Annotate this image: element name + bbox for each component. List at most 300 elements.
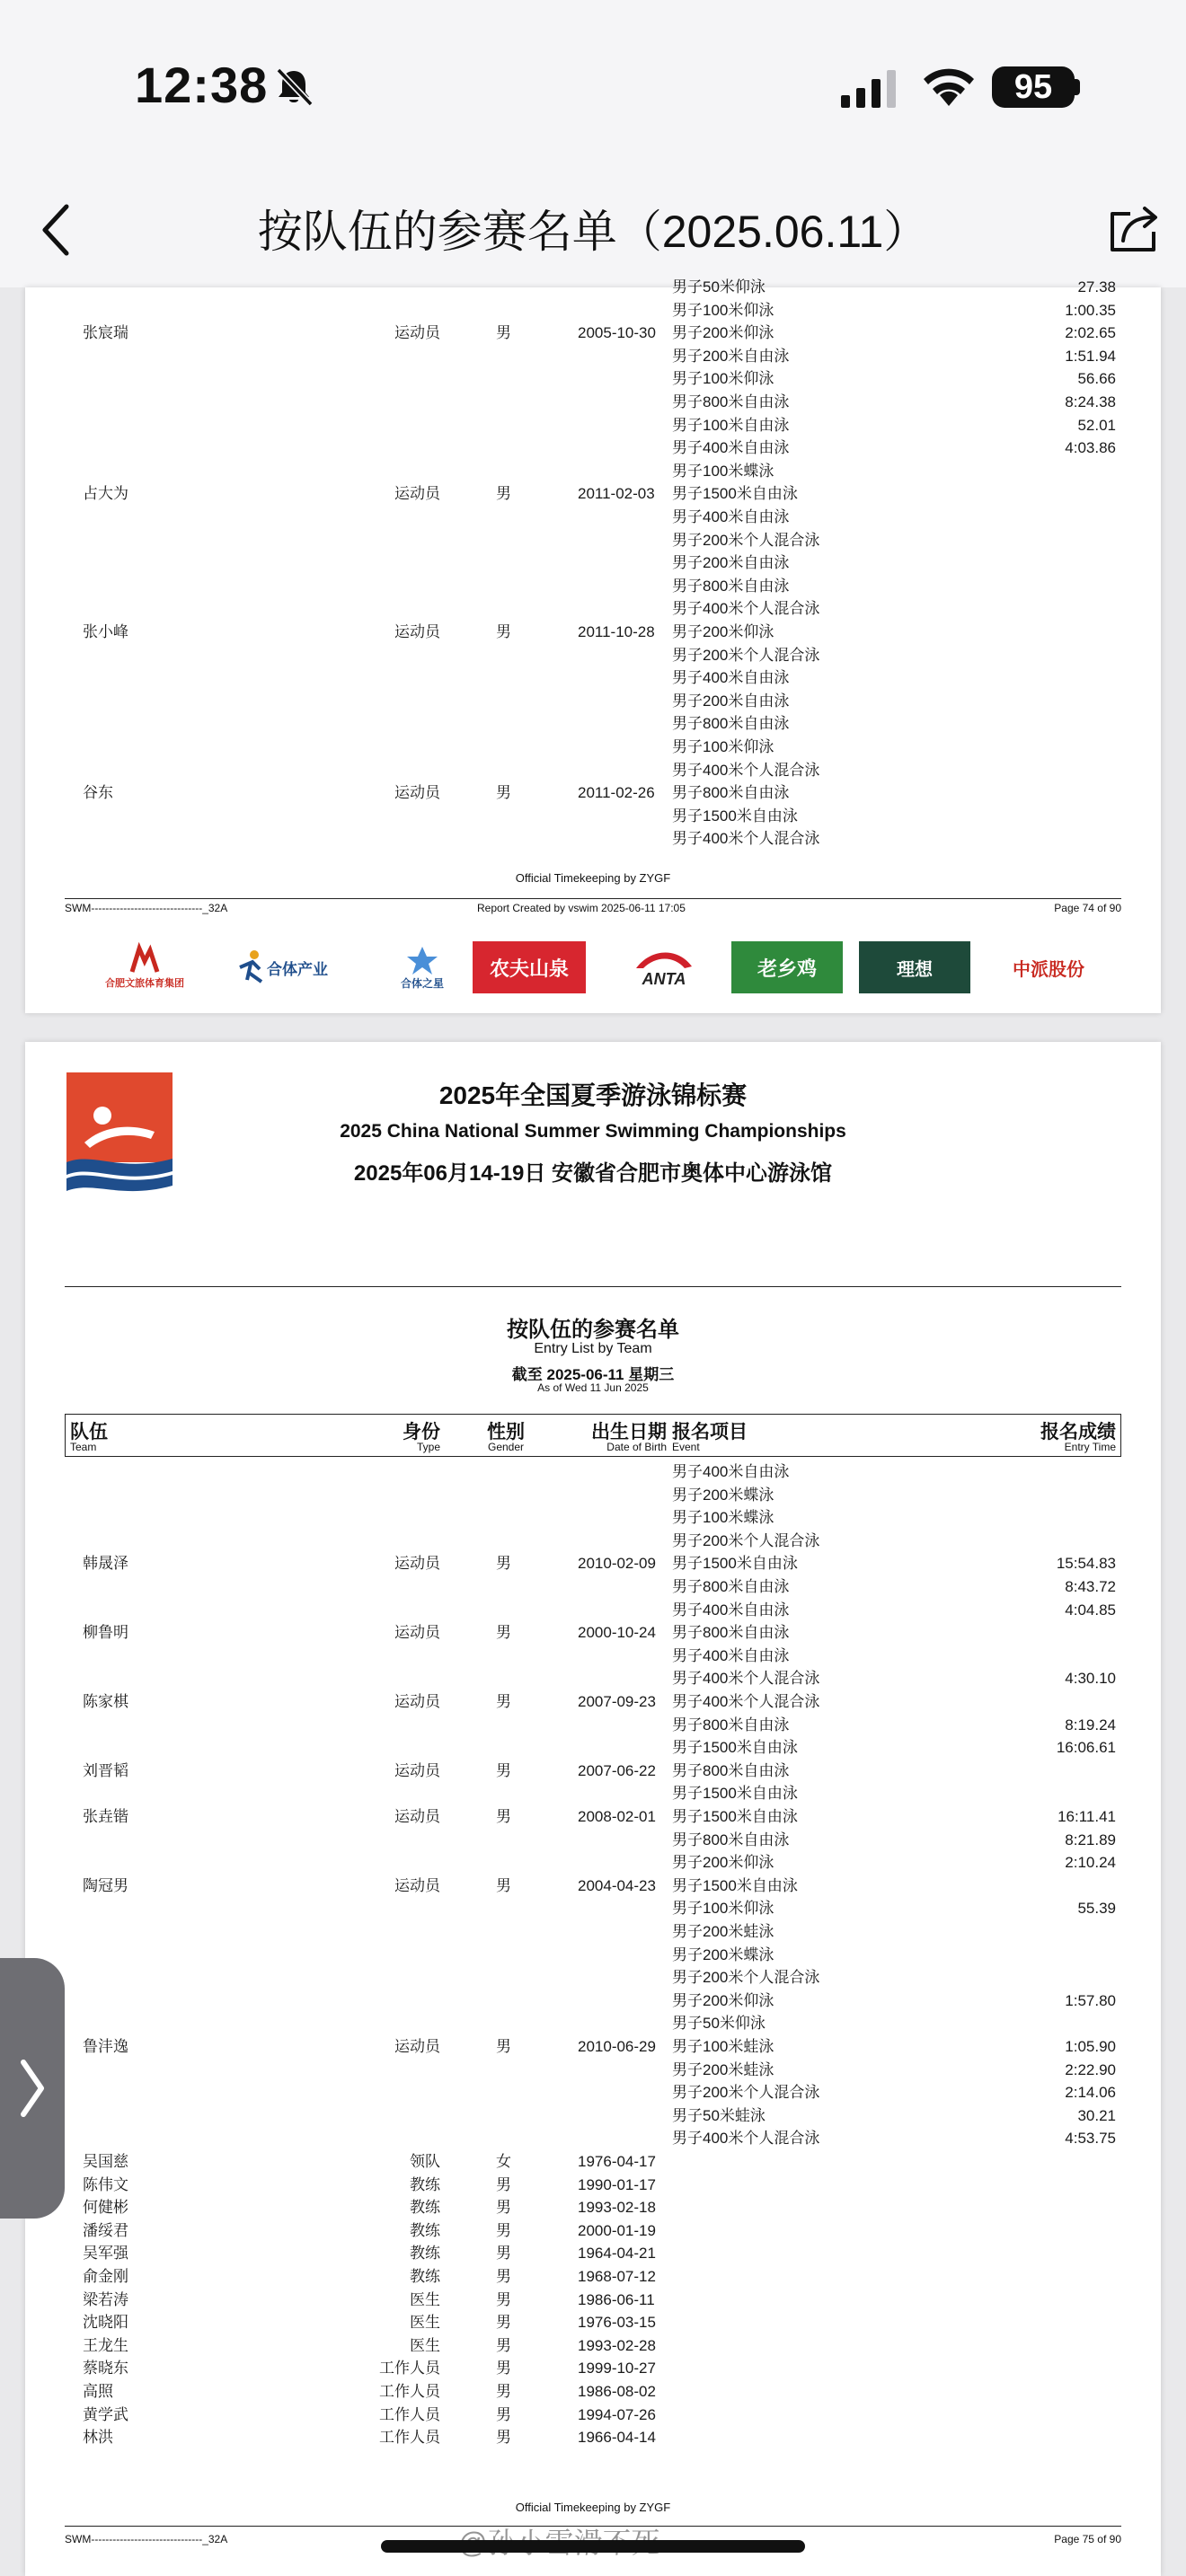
event: 男子100米蛙泳 <box>672 2038 774 2055</box>
table-row <box>25 1575 1161 1598</box>
athlete-name: 张小峰 <box>83 623 128 640</box>
table-row <box>25 2081 1161 2104</box>
table-row <box>25 2289 1161 2311</box>
athlete-name: 张宸瑞 <box>83 324 128 342</box>
role: 运动员 <box>394 1761 440 1779</box>
pdf-page-74[interactable] <box>25 278 1161 1013</box>
document-title: 按队伍的参赛名单（2025.06.11） <box>257 207 929 257</box>
table-row <box>25 299 1161 322</box>
date-of-birth: 1986-06-11 <box>578 2290 655 2308</box>
table-row <box>25 414 1161 437</box>
event: 男子200米个人混合泳 <box>672 2084 820 2102</box>
footer-code: SWM-------------------------------_32A <box>65 2533 228 2545</box>
table-row <box>25 529 1161 551</box>
athlete-name: 陈家棋 <box>83 1693 128 1710</box>
event: 男子1500米自由泳 <box>672 1808 798 1825</box>
role: 工作人员 <box>379 2383 440 2400</box>
athlete-name: 陈伟文 <box>83 2175 128 2193</box>
role: 工作人员 <box>379 2360 440 2378</box>
table-row <box>25 1875 1161 1897</box>
event: 男子400米个人混合泳 <box>672 2130 820 2148</box>
table-row <box>25 322 1161 344</box>
table-row <box>25 2035 1161 2058</box>
home-indicator[interactable] <box>381 2540 805 2553</box>
table-row <box>25 482 1161 505</box>
table-row <box>25 2219 1161 2242</box>
date-of-birth: 1999-10-27 <box>578 2360 656 2378</box>
date-of-birth: 2000-01-19 <box>578 2221 656 2239</box>
sponsor-zhongpai: 中派股份 <box>1013 959 1084 980</box>
table-row <box>25 2357 1161 2379</box>
table-row <box>25 1484 1161 1506</box>
athlete-name: 梁若涛 <box>83 2290 128 2308</box>
sponsor-lixiang: 理想 <box>859 941 970 993</box>
table-row <box>25 276 1161 298</box>
date-of-birth: 1976-04-17 <box>578 2153 656 2170</box>
entry-time: 1:51.94 <box>1065 347 1116 365</box>
athlete-name: 韩晟泽 <box>83 1555 128 1573</box>
table-row <box>25 781 1161 804</box>
table-row <box>25 2012 1161 2034</box>
event: 男子100米自由泳 <box>672 416 790 434</box>
col-dob: 出生日期 <box>591 1422 667 1442</box>
event: 男子200米蛙泳 <box>672 2060 774 2078</box>
role: 医生 <box>410 2314 440 2332</box>
col-type-en: Type <box>416 1441 440 1453</box>
gender: 男 <box>496 2038 511 2055</box>
gender: 男 <box>496 324 511 342</box>
gender: 男 <box>496 2360 511 2378</box>
athlete-name: 吴国慈 <box>83 2153 128 2170</box>
entry-time: 2:22.90 <box>1065 2060 1116 2078</box>
championship-title-cn: 2025年全国夏季游泳锦标赛 <box>438 1081 748 1109</box>
event: 男子100米仰泳 <box>672 738 774 755</box>
table-row <box>25 2380 1161 2403</box>
role: 运动员 <box>394 485 440 503</box>
status-bar <box>0 0 1186 171</box>
championship-title-en: 2025 China National Summer Swimming Championships <box>340 1121 846 1142</box>
event: 男子1500米自由泳 <box>672 485 798 503</box>
date-of-birth: 1966-04-14 <box>578 2429 656 2447</box>
athlete-name: 张垚锴 <box>83 1808 128 1825</box>
role: 工作人员 <box>379 2429 440 2447</box>
entry-time: 16:11.41 <box>1058 1808 1116 1825</box>
entry-time: 2:02.65 <box>1065 324 1116 342</box>
entry-time: 8:19.24 <box>1065 1716 1116 1734</box>
event: 男子800米自由泳 <box>672 1761 790 1779</box>
bell-muted-icon <box>273 66 314 108</box>
role: 工作人员 <box>379 2405 440 2423</box>
event: 男子800米自由泳 <box>672 784 790 802</box>
event: 男子400米自由泳 <box>672 1463 790 1480</box>
as-of-date: 截至 2025-06-11 星期三 <box>511 1366 675 1383</box>
table-row <box>25 597 1161 620</box>
list-title: 按队伍的参赛名单 <box>507 1318 679 1342</box>
event: 男子100米仰泳 <box>672 370 774 388</box>
role: 领队 <box>410 2153 440 2170</box>
share-icon[interactable] <box>1107 199 1163 255</box>
gender: 女 <box>496 2153 511 2170</box>
table-row <box>25 2242 1161 2264</box>
date-of-birth: 1968-07-12 <box>578 2268 656 2285</box>
back-chevron-icon[interactable] <box>38 201 74 259</box>
event: 男子100米蝶泳 <box>672 1509 774 1527</box>
date-of-birth: 2010-06-29 <box>578 2038 656 2055</box>
date-of-birth: 2007-06-22 <box>578 1761 656 1779</box>
sponsor-heti-industry <box>214 941 349 993</box>
sponsor-label: 合体产业 <box>267 960 328 978</box>
athlete-name: 何健彬 <box>83 2199 128 2217</box>
date-of-birth: 2011-02-26 <box>578 784 655 802</box>
role: 运动员 <box>394 1876 440 1894</box>
role: 运动员 <box>394 1693 440 1710</box>
table-row <box>25 621 1161 643</box>
sponsor-label: ANTA <box>642 969 686 988</box>
date-of-birth: 1964-04-21 <box>578 2245 656 2263</box>
table-row <box>25 391 1161 413</box>
pdf-page-75[interactable] <box>25 1042 1161 2576</box>
date-of-birth: 1990-01-17 <box>578 2175 656 2193</box>
col-entry-time-en: Entry Time <box>1064 1441 1116 1453</box>
sponsor-anta <box>615 941 713 993</box>
as-of-date-en: As of Wed 11 Jun 2025 <box>537 1381 649 1394</box>
role: 教练 <box>410 2199 440 2217</box>
table-row <box>25 736 1161 758</box>
table-row <box>25 1690 1161 1713</box>
col-event-en: Event <box>672 1441 700 1453</box>
gender: 男 <box>496 1761 511 1779</box>
event: 男子400米自由泳 <box>672 508 790 525</box>
event: 男子800米自由泳 <box>672 1578 790 1595</box>
gender: 男 <box>496 1624 511 1642</box>
role: 运动员 <box>394 623 440 640</box>
role: 运动员 <box>394 1808 440 1825</box>
event: 男子800米自由泳 <box>672 577 790 595</box>
sidebar-toggle-tab[interactable] <box>0 1958 65 2219</box>
date-of-birth: 1993-02-18 <box>578 2199 656 2217</box>
table-row <box>25 2104 1161 2127</box>
event: 男子800米自由泳 <box>672 715 790 733</box>
table-row <box>25 1989 1161 2012</box>
athlete-name: 谷东 <box>83 784 113 802</box>
event: 男子50米仰泳 <box>672 278 766 296</box>
table-row <box>25 551 1161 574</box>
entry-time: 56.66 <box>1077 370 1116 388</box>
gender: 男 <box>496 623 511 640</box>
gender: 男 <box>496 1876 511 1894</box>
date-of-birth: 2010-02-09 <box>578 1555 656 1573</box>
athlete-name: 陶冠男 <box>83 1876 128 1894</box>
entry-time: 8:24.38 <box>1065 393 1116 410</box>
col-type: 身份 <box>403 1422 440 1442</box>
entry-time: 8:21.89 <box>1065 1831 1116 1848</box>
table-row <box>25 1760 1161 1782</box>
event: 男子800米自由泳 <box>672 1624 790 1642</box>
table-row <box>25 1714 1161 1736</box>
entry-time: 4:53.75 <box>1065 2130 1116 2148</box>
event: 男子200米自由泳 <box>672 347 790 365</box>
event: 男子400米个人混合泳 <box>672 1670 820 1688</box>
table-row <box>25 575 1161 597</box>
table-row <box>25 2174 1161 2196</box>
event: 男子200米个人混合泳 <box>672 1531 820 1549</box>
event: 男子200米个人混合泳 <box>672 1969 820 1987</box>
date-of-birth: 1993-02-28 <box>578 2336 656 2354</box>
footer-report-created: Report Created by vswim 2025-06-11 17:05 <box>477 902 686 914</box>
chevron-right-icon <box>16 2057 47 2120</box>
role: 运动员 <box>394 2038 440 2055</box>
table-row <box>25 1621 1161 1644</box>
event: 男子400米个人混合泳 <box>672 830 820 848</box>
event: 男子100米蝶泳 <box>672 462 774 480</box>
table-row <box>25 2265 1161 2288</box>
gender: 男 <box>496 1555 511 1573</box>
gender: 男 <box>496 2429 511 2447</box>
entry-time: 16:06.61 <box>1056 1739 1116 1757</box>
role: 教练 <box>410 2268 440 2285</box>
event: 男子200米仰泳 <box>672 324 774 342</box>
table-row <box>25 666 1161 689</box>
table-row <box>25 437 1161 459</box>
table-row <box>25 644 1161 666</box>
entry-time: 15:54.83 <box>1056 1555 1116 1573</box>
event: 男子200米个人混合泳 <box>672 646 820 664</box>
entry-time: 4:04.85 <box>1065 1601 1116 1619</box>
table-row <box>25 2150 1161 2173</box>
athlete-name: 占大为 <box>83 485 128 503</box>
athlete-name: 王龙生 <box>83 2336 128 2354</box>
entry-time: 4:03.86 <box>1065 439 1116 457</box>
entry-time: 30.21 <box>1077 2106 1116 2124</box>
athlete-name: 潘绥君 <box>83 2221 128 2239</box>
event: 男子200米仰泳 <box>672 1991 774 2009</box>
table-row <box>25 345 1161 367</box>
date-of-birth: 2005-10-30 <box>578 324 656 342</box>
table-row <box>25 1599 1161 1621</box>
entry-time: 1:00.35 <box>1065 301 1116 319</box>
athlete-name: 沈晓阳 <box>83 2314 128 2332</box>
table-row <box>25 1736 1161 1759</box>
gender: 男 <box>496 485 511 503</box>
event: 男子100米仰泳 <box>672 301 774 319</box>
event: 男子50米蛙泳 <box>672 2106 766 2124</box>
sponsor-runner-icon <box>235 949 267 985</box>
date-of-birth: 2011-02-03 <box>578 485 655 503</box>
date-of-birth: 1986-08-02 <box>578 2383 656 2400</box>
event: 男子50米仰泳 <box>672 2015 766 2033</box>
date-of-birth: 1976-03-15 <box>578 2314 656 2332</box>
event: 男子400米个人混合泳 <box>672 600 820 618</box>
event: 男子400米个人混合泳 <box>672 1693 820 1710</box>
event: 男子800米自由泳 <box>672 1716 790 1734</box>
athlete-name: 吴军强 <box>83 2245 128 2263</box>
footer-code: SWM-------------------------------_32A <box>65 902 228 914</box>
table-row <box>25 1944 1161 1966</box>
cellular-signal-icon <box>841 68 898 108</box>
col-team: 队伍 <box>70 1422 108 1442</box>
sponsor-label: 合体之星 <box>400 976 444 990</box>
entry-time: 55.39 <box>1077 1900 1116 1918</box>
nav-bar <box>0 171 1186 287</box>
entry-time: 8:43.72 <box>1065 1578 1116 1595</box>
footer-rule <box>65 898 1121 899</box>
gender: 男 <box>496 2383 511 2400</box>
date-of-birth: 2008-02-01 <box>578 1808 656 1825</box>
footer-page-number: Page 74 of 90 <box>1054 902 1121 914</box>
table-row <box>25 2426 1161 2448</box>
event: 男子200米蝶泳 <box>672 1486 774 1504</box>
event: 男子1500米自由泳 <box>672 807 798 825</box>
table-row <box>25 1782 1161 1804</box>
battery-icon: 95 <box>992 66 1075 108</box>
gender: 男 <box>496 1808 511 1825</box>
col-gender: 性别 <box>487 1422 525 1442</box>
col-team-en: Team <box>70 1441 97 1453</box>
sponsor-star-mascot-icon <box>404 945 440 975</box>
table-row <box>25 712 1161 735</box>
list-title-en: Entry List by Team <box>534 1341 652 1356</box>
event: 男子1500米自由泳 <box>672 1739 798 1757</box>
header-rule <box>65 1286 1121 1287</box>
battery-cap <box>1075 79 1080 95</box>
date-of-birth: 2000-10-24 <box>578 1624 656 1642</box>
role: 教练 <box>410 2221 440 2239</box>
table-row <box>25 2059 1161 2081</box>
table-row <box>25 1897 1161 1919</box>
col-dob-en: Date of Birth <box>606 1441 667 1453</box>
table-row <box>25 367 1161 390</box>
event: 男子1500米自由泳 <box>672 1876 798 1894</box>
event: 男子400米自由泳 <box>672 439 790 457</box>
role: 医生 <box>410 2290 440 2308</box>
date-of-birth: 1994-07-26 <box>578 2405 656 2423</box>
event: 男子1500米自由泳 <box>672 1785 798 1803</box>
athlete-name: 黄学武 <box>83 2405 128 2423</box>
footer-page-number: Page 75 of 90 <box>1054 2533 1121 2545</box>
sponsor-laoxiangji: 老乡鸡 <box>731 941 843 993</box>
role: 医生 <box>410 2336 440 2354</box>
entry-time: 52.01 <box>1077 416 1116 434</box>
col-gender-en: Gender <box>487 1441 525 1453</box>
gender: 男 <box>496 2221 511 2239</box>
role: 运动员 <box>394 1555 440 1573</box>
event: 男子400米自由泳 <box>672 669 790 687</box>
entry-time: 2:10.24 <box>1065 1854 1116 1872</box>
gender: 男 <box>496 2314 511 2332</box>
wifi-icon <box>920 65 978 108</box>
table-row <box>25 1460 1161 1483</box>
role: 教练 <box>410 2245 440 2263</box>
entry-time: 2:14.06 <box>1065 2084 1116 2102</box>
table-row <box>25 2404 1161 2426</box>
table-row <box>25 759 1161 781</box>
event: 男子1500米自由泳 <box>672 1555 798 1573</box>
status-time: 12:38 <box>135 57 269 113</box>
table-row <box>25 805 1161 827</box>
entry-time: 1:57.80 <box>1065 1991 1116 2009</box>
event: 男子200米个人混合泳 <box>672 531 820 549</box>
table-row <box>25 1552 1161 1575</box>
event: 男子400米自由泳 <box>672 1646 790 1664</box>
gender: 男 <box>496 2245 511 2263</box>
gender: 男 <box>496 2405 511 2423</box>
sponsor-anta-logo-icon <box>633 947 695 970</box>
athlete-name: 刘晋韬 <box>83 1761 128 1779</box>
event: 男子400米自由泳 <box>672 1601 790 1619</box>
table-row <box>25 506 1161 528</box>
event: 男子200米仰泳 <box>672 623 774 640</box>
championship-venue: 2025年06月14-19日 安徽省合肥市奥体中心游泳馆 <box>353 1161 833 1186</box>
table-row <box>25 2196 1161 2219</box>
athlete-name: 鲁沣逸 <box>83 2038 128 2055</box>
table-row <box>25 1966 1161 1989</box>
gender: 男 <box>496 2175 511 2193</box>
athlete-name: 柳鲁明 <box>83 1624 128 1642</box>
event: 男子200米蛙泳 <box>672 1923 774 1940</box>
sponsor-heti-star <box>368 941 476 993</box>
gender: 男 <box>496 2290 511 2308</box>
entry-time: 27.38 <box>1077 278 1116 296</box>
sponsor-label: 合肥文旅体育集团 <box>105 978 184 989</box>
table-row <box>25 690 1161 712</box>
table-row <box>25 1506 1161 1529</box>
table-row <box>25 1851 1161 1874</box>
table-row <box>25 1667 1161 1689</box>
event: 男子200米仰泳 <box>672 1854 774 1872</box>
athlete-name: 高照 <box>83 2383 113 2400</box>
entry-time: 1:05.90 <box>1065 2038 1116 2055</box>
gender: 男 <box>496 784 511 802</box>
table-row <box>25 460 1161 482</box>
sponsor-nongfu-spring: 农夫山泉 <box>473 941 586 993</box>
event: 男子100米仰泳 <box>672 1900 774 1918</box>
date-of-birth: 2007-09-23 <box>578 1693 656 1710</box>
role: 运动员 <box>394 324 440 342</box>
role: 运动员 <box>394 784 440 802</box>
event: 男子200米自由泳 <box>672 692 790 710</box>
table-row <box>25 827 1161 850</box>
athlete-name: 俞金刚 <box>83 2268 128 2285</box>
table-row <box>25 2311 1161 2333</box>
date-of-birth: 2004-04-23 <box>578 1876 656 1894</box>
event: 男子400米个人混合泳 <box>672 761 820 779</box>
sponsor-hefei-logo-icon <box>127 945 163 975</box>
table-row <box>25 1530 1161 1552</box>
role: 运动员 <box>394 1624 440 1642</box>
entry-time: 4:30.10 <box>1065 1670 1116 1688</box>
col-entry-time: 报名成绩 <box>1040 1422 1116 1442</box>
timekeeping-note: Official Timekeeping by ZYGF <box>515 2501 671 2514</box>
event: 男子800米自由泳 <box>672 393 790 410</box>
timekeeping-note: Official Timekeeping by ZYGF <box>515 871 671 885</box>
col-event: 报名项目 <box>672 1422 748 1442</box>
sponsor-hefei-culture-tourism <box>77 941 212 993</box>
table-row <box>25 1805 1161 1828</box>
gender: 男 <box>496 2336 511 2354</box>
table-row <box>25 1645 1161 1667</box>
table-row <box>25 2127 1161 2149</box>
role: 教练 <box>410 2175 440 2193</box>
date-of-birth: 2011-10-28 <box>578 623 655 640</box>
table-row <box>25 1920 1161 1943</box>
event: 男子200米蝶泳 <box>672 1945 774 1963</box>
event: 男子200米自由泳 <box>672 554 790 572</box>
gender: 男 <box>496 2199 511 2217</box>
athlete-name: 林洪 <box>83 2429 113 2447</box>
table-row <box>25 1829 1161 1851</box>
athlete-name: 蔡晓东 <box>83 2360 128 2378</box>
table-row <box>25 2334 1161 2357</box>
